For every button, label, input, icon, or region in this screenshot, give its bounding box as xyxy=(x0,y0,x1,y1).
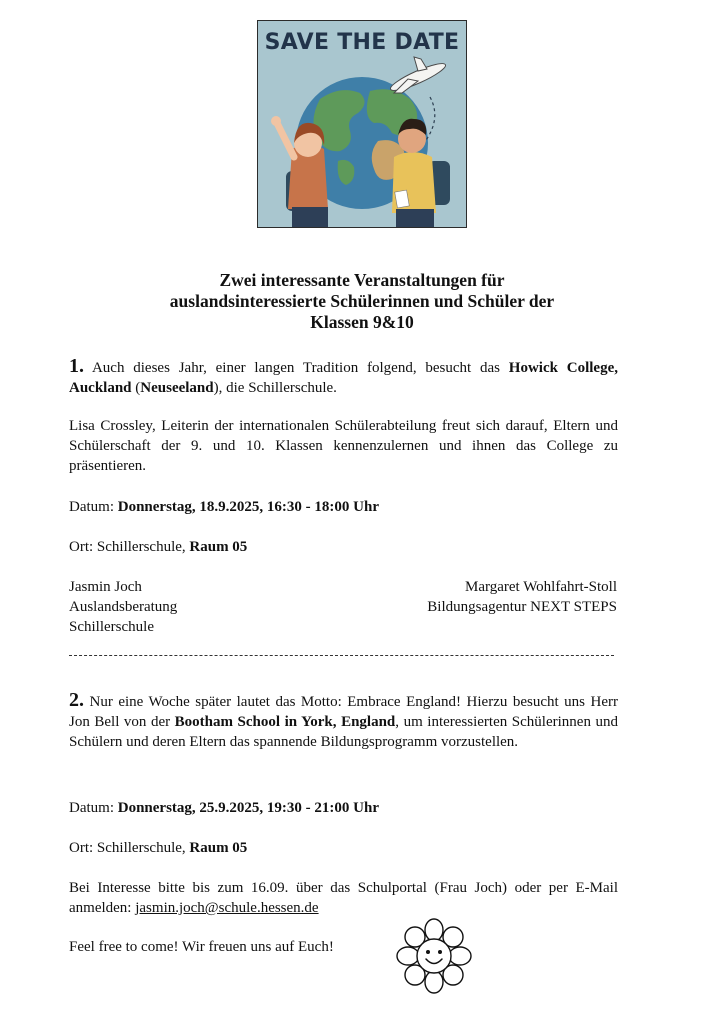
event2-number: 2. xyxy=(69,689,84,711)
event1-place xyxy=(69,537,618,557)
event1-intro-text: ), die Schillerschule. xyxy=(213,380,337,396)
event2-place-value: Raum 05 xyxy=(189,840,248,856)
event1-intro-text: ( xyxy=(131,380,141,396)
smiley-flower-icon xyxy=(396,918,472,994)
save-the-date-banner xyxy=(257,20,467,228)
date-label: Datum: xyxy=(69,800,118,816)
signature-line: Margaret Wohlfahrt-Stoll xyxy=(465,579,617,595)
event1-number: 1. xyxy=(69,355,84,377)
signature-left xyxy=(69,577,177,637)
event1-school: Howick College, Auckland xyxy=(69,360,618,396)
page-heading xyxy=(60,270,664,333)
date-label: Datum: xyxy=(69,499,118,515)
girl-with-backpack-icon xyxy=(271,116,328,227)
signature-line: Bildungsagentur NEXT STEPS xyxy=(427,599,617,615)
event2-intro-text: Nur eine Woche später lautet das Motto: Embrace England! Hierzu besucht uns Herr Jon Bell von der xyxy=(69,694,618,730)
place-label: Ort: Schillerschule, xyxy=(69,840,190,856)
heading-line: Zwei interessante Veranstaltungen für xyxy=(219,270,505,290)
registration-text: Bei Interesse bitte bis zum 16.09. über das Schulportal (Frau Joch) oder per E-Mail anmelden: xyxy=(69,880,618,916)
email-link[interactable]: jasmin.joch@schule.hessen.de xyxy=(135,900,319,916)
event2-intro xyxy=(69,690,618,752)
event1-date xyxy=(69,497,618,517)
boy-with-backpack-icon xyxy=(392,119,450,227)
registration-info xyxy=(69,878,618,918)
event2-date-value: Donnerstag, 25.9.2025, 19:30 - 21:00 Uhr xyxy=(117,800,379,816)
event1-country: Neuseeland xyxy=(140,380,214,396)
event2-place xyxy=(69,838,618,858)
signature-right xyxy=(427,577,617,617)
event1-paragraph: Lisa Crossley, Leiterin der internationalen Schülerabteilung freut sich darauf, Eltern und Schülerschaft der 9. und 10. Klassen kennenzulernen und ihnen das College zu präsentieren. xyxy=(69,418,618,474)
event1-date-value: Donnerstag, 18.9.2025, 16:30 - 18:00 Uhr xyxy=(117,499,379,515)
signature-line: Schillerschule xyxy=(69,619,154,635)
event2-intro-text: , um interessierten Schülerinnen und Schülern und deren Eltern das spannende Bildungsprogramm vorzustellen. xyxy=(69,714,618,750)
dashed-divider xyxy=(69,655,614,656)
event2-date xyxy=(69,798,618,818)
signature-line: Auslandsberatung xyxy=(69,599,178,615)
event2-school: Bootham School in York, England xyxy=(174,714,396,730)
event1-intro xyxy=(69,356,618,398)
heading-line: auslandsinteressierte Schülerinnen und Schüler der xyxy=(169,291,555,311)
place-label: Ort: Schillerschule, xyxy=(69,539,190,555)
heading-line: Klassen 9&10 xyxy=(310,312,414,332)
banner-title: SAVE THE DATE xyxy=(264,30,460,55)
event1-intro-text: Auch dieses Jahr, einer langen Tradition folgend, besucht das xyxy=(84,360,509,376)
event1-place-value: Raum 05 xyxy=(189,539,248,555)
signature-line: Jasmin Joch xyxy=(69,579,142,595)
closing-text: Feel free to come! Wir freuen uns auf Euch! xyxy=(69,939,334,955)
